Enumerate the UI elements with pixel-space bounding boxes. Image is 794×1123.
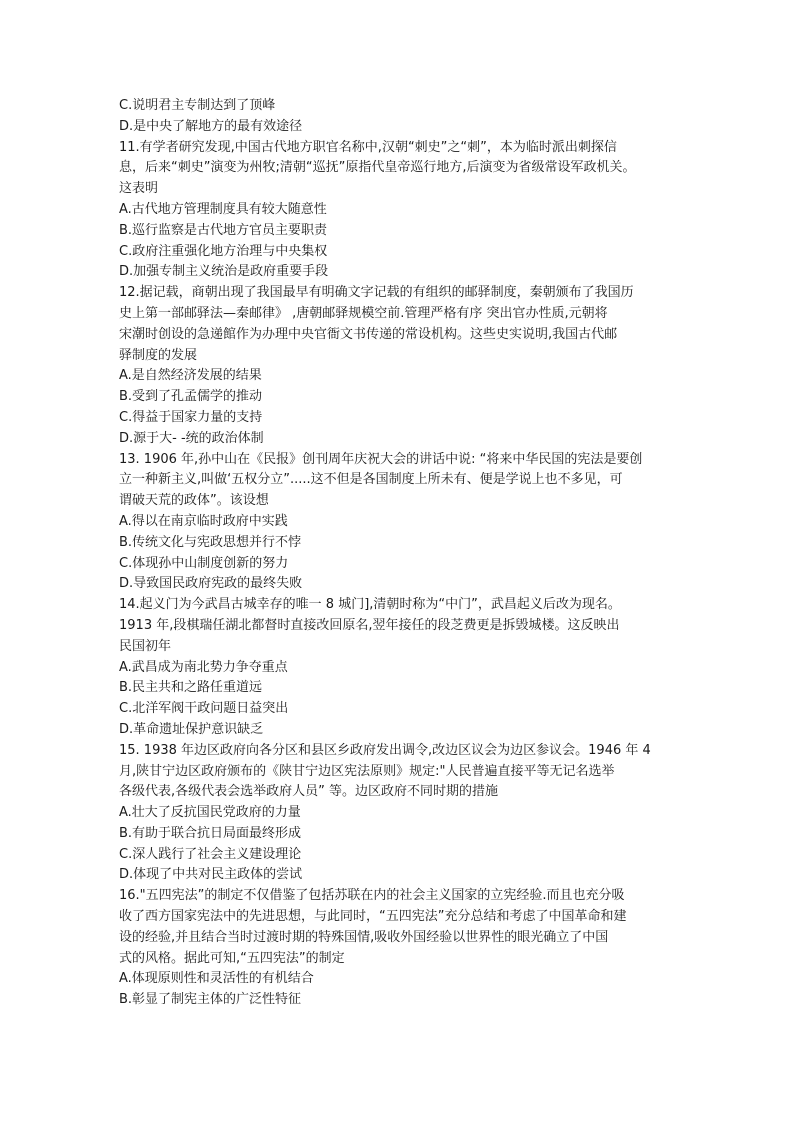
text-line: 12.据记载，商朝出现了我国最早有明确文字记载的有组织的邮驿制度，秦朝颁布了我国历 [119, 285, 634, 301]
text-line: D.导致国民政府宪政的最终失败 [119, 576, 303, 592]
text-line: D.源于大- -统的政治体制 [119, 430, 264, 446]
text-line: 11.有学者研究发现,中国古代地方职官名称中,汉朝“刺史”之“刺”，本为临时派出刺探信 [119, 139, 617, 155]
text-line: D.革命遗址保护意识缺乏 [119, 721, 264, 737]
text-line: A.得以在南京临时政府中实践 [119, 513, 288, 529]
text-line: 1913 年,段棋瑞任湖北都督时直接改回原名,翌年接任的段芝费更是拆毁城楼。这反映出 [119, 617, 620, 633]
text-line: A.壮大了反抗国民党政府的力量 [119, 805, 301, 821]
text-line: A.是自然经济发展的结果 [119, 368, 262, 384]
text-line: A.古代地方管理制度具有较大随意性 [119, 201, 327, 217]
text-line: A.体现原则性和灵活性的有机结合 [119, 971, 314, 987]
text-line: 立一种新主义,叫做‘五权分立”.....这不但是各国制度上所未有、便是学说上也不多见，可 [119, 472, 623, 488]
text-line: D.体现了中共对民主政体的尝试 [119, 867, 303, 883]
text-line: 这表明 [119, 181, 159, 197]
text-line: A.武昌成为南北势力争夺重点 [119, 659, 288, 675]
text-line: 14.起义门为今武昌古城幸存的唯一 8 城门],清朝时称为“中门”，武昌起义后改为现名。 [119, 597, 621, 613]
text-line: B.巡行监察是古代地方官员主要职责 [119, 222, 328, 238]
text-line: 设的经验,并且结合当时过渡时期的特殊国情,吸收外国经验以世界性的眼光确立了中国 [119, 929, 609, 945]
text-line: B.民主共和之路任重道远 [119, 680, 263, 696]
text-line: B.彰显了制宪主体的广泛性特征 [119, 992, 302, 1008]
text-line: 息，后来“刺史”演变为州牧;清朝“巡抚”原指代皇帝巡行地方,后演变为省级常设军政机关。 [119, 160, 636, 176]
text-line: 民国初年 [119, 638, 172, 654]
text-line: B.传统文化与宪政思想并行不悖 [119, 534, 302, 550]
text-line: 各级代表,各级代表会选举政府人员” 等。边区政府不同时期的措施 [119, 784, 498, 800]
text-line: C.北洋军阀干政问题日益突出 [119, 701, 289, 717]
text-line: 宋潮时创设的急递館作为办理中央官衙文书传递的常设机构。这些史实说明,我国古代邮 [119, 326, 618, 342]
text-line: 13. 1906 年,孙中山在《民报》创刊周年庆祝大会的讲话中说: “将来中华民国的宪法是要创 [119, 451, 643, 467]
text-line: 式的风格。据此可知,“五四宪法”的制定 [119, 950, 345, 966]
text-line: 收了西方国家宪法中的先进思想，与此同时，“五四宪法”充分总结和考虑了中国革命和建 [119, 909, 627, 925]
text-line: D.加强专制主义统治是政府重要手段 [119, 264, 329, 280]
text-line: C.得益于国家力量的支持 [119, 409, 263, 425]
text-line: C.政府注重强化地方治理与中央集权 [119, 243, 328, 259]
text-line: 15. 1938 年边区政府向各分区和县区乡政府发出调令,改边区议会为边区参议会。1946 年 4 [119, 742, 651, 758]
text-line: D.是中央了解地方的最有效途径 [119, 118, 303, 134]
text-line: B.受到了孔孟儒学的推动 [119, 389, 263, 405]
text-line: 月,陕甘宁边区政府颁布的《陕甘宁边区宪法原则》规定:"人民普遍直接平等无记名选举 [119, 763, 615, 779]
text-line: C.体现孙中山制度创新的努力 [119, 555, 289, 571]
text-line: 驿制度的发展 [119, 347, 198, 363]
text-line: 史上第一部邮驿法—秦邮律》 ,唐朝邮驿规模空前.管理严格有序 突出官办性质,元朝将 [119, 305, 608, 321]
document-page [119, 96, 684, 1011]
text-line: B.有助于联合抗日局面最终形成 [119, 825, 302, 841]
text-line: 16."五四宪法”的制定不仅借鉴了包括苏联在内的社会主义国家的立宪经验.而且也充分吸 [119, 888, 625, 904]
text-line: C.说明君主专制达到了顶峰 [119, 98, 276, 113]
text-line: 谓破天荒的政体”。该设想 [119, 493, 269, 509]
text-line: C.深人践行了社会主义建设理论 [119, 846, 302, 862]
